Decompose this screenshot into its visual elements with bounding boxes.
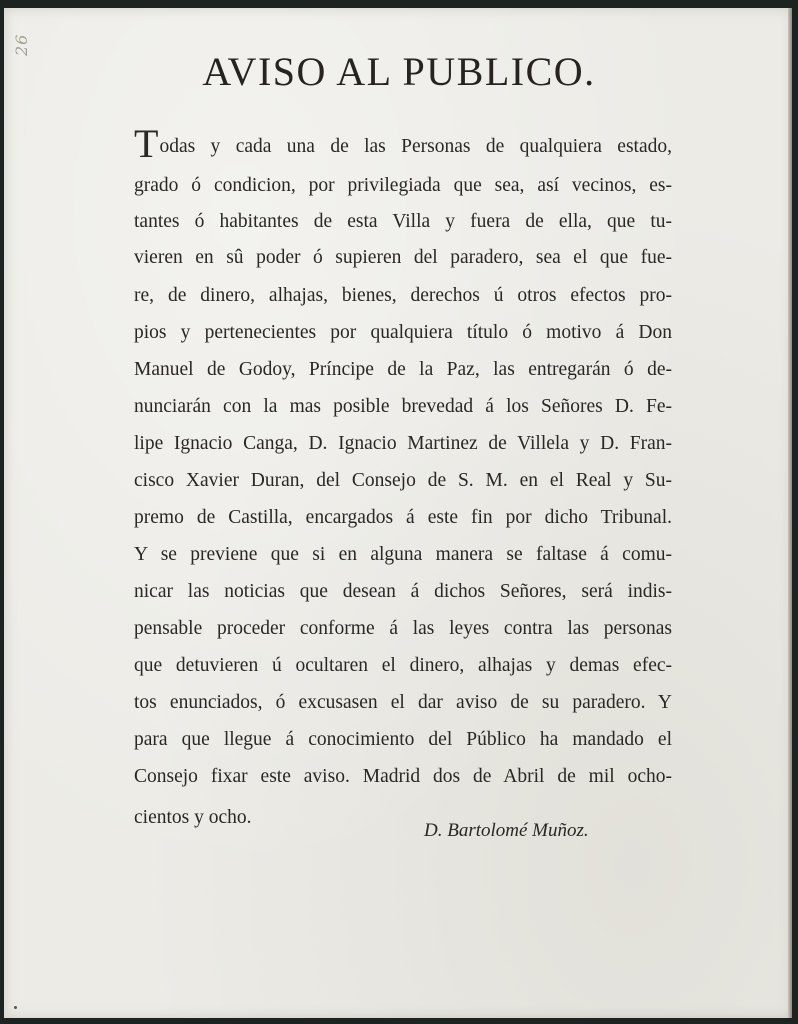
- page-number: 26: [12, 33, 31, 56]
- body-line: lipe Ignacio Canga, D. Ignacio Martinez de Villela y D. Fran-: [134, 433, 672, 454]
- drop-cap: T: [134, 121, 159, 166]
- paper-edge: [788, 8, 792, 1018]
- paper-speck: [14, 1006, 17, 1009]
- body-line: vieren en sû poder ó supieren del paradero, sea el que fue-: [134, 247, 672, 268]
- body-line: tos enunciados, ó excusasen el dar aviso de su paradero. Y: [134, 692, 672, 713]
- page-title: AVISO AL PUBLICO.: [202, 49, 596, 94]
- body-line: grado ó condicion, por privilegiada que sea, así vecinos, es-: [134, 175, 672, 196]
- body-line: que detuvieren ú ocultaren el dinero, alhajas y demas efec-: [134, 655, 672, 676]
- body-line: premo de Castilla, encargados á este fin por dicho Tribunal.: [134, 507, 672, 528]
- body-line: cisco Xavier Duran, del Consejo de S. M. en el Real y Su-: [134, 470, 672, 491]
- body-line: Consejo fixar este aviso. Madrid dos de Abril de mil ocho-: [134, 766, 672, 787]
- body-line-first: [134, 121, 672, 166]
- body-line: para que llegue á conocimiento del Público ha mandado el: [134, 729, 672, 750]
- body-line: Manuel de Godoy, Príncipe de la Paz, las entregarán ó de-: [134, 359, 672, 380]
- body-line: pensable proceder conforme á las leyes contra las personas: [134, 618, 672, 639]
- body-line: nunciarán con la mas posible brevedad á los Señores D. Fe-: [134, 396, 672, 417]
- body-line: Y se previene que si en alguna manera se faltase á comu-: [134, 544, 672, 565]
- first-line-text: odas y cada una de las Personas de qualquiera estado,: [159, 136, 672, 157]
- body-line: pios y pertenecientes por qualquiera título ó motivo á Don: [134, 322, 672, 343]
- body-line: nicar las noticias que desean á dichos Señores, será indis-: [134, 581, 672, 602]
- signature: D. Bartolomé Muñoz.: [424, 820, 589, 841]
- body-line: cientos y ocho.: [134, 807, 252, 828]
- body-line: tantes ó habitantes de esta Villa y fuera de ella, que tu-: [134, 211, 672, 232]
- body-line: re, de dinero, alhajas, bienes, derechos ú otros efectos pro-: [134, 285, 672, 306]
